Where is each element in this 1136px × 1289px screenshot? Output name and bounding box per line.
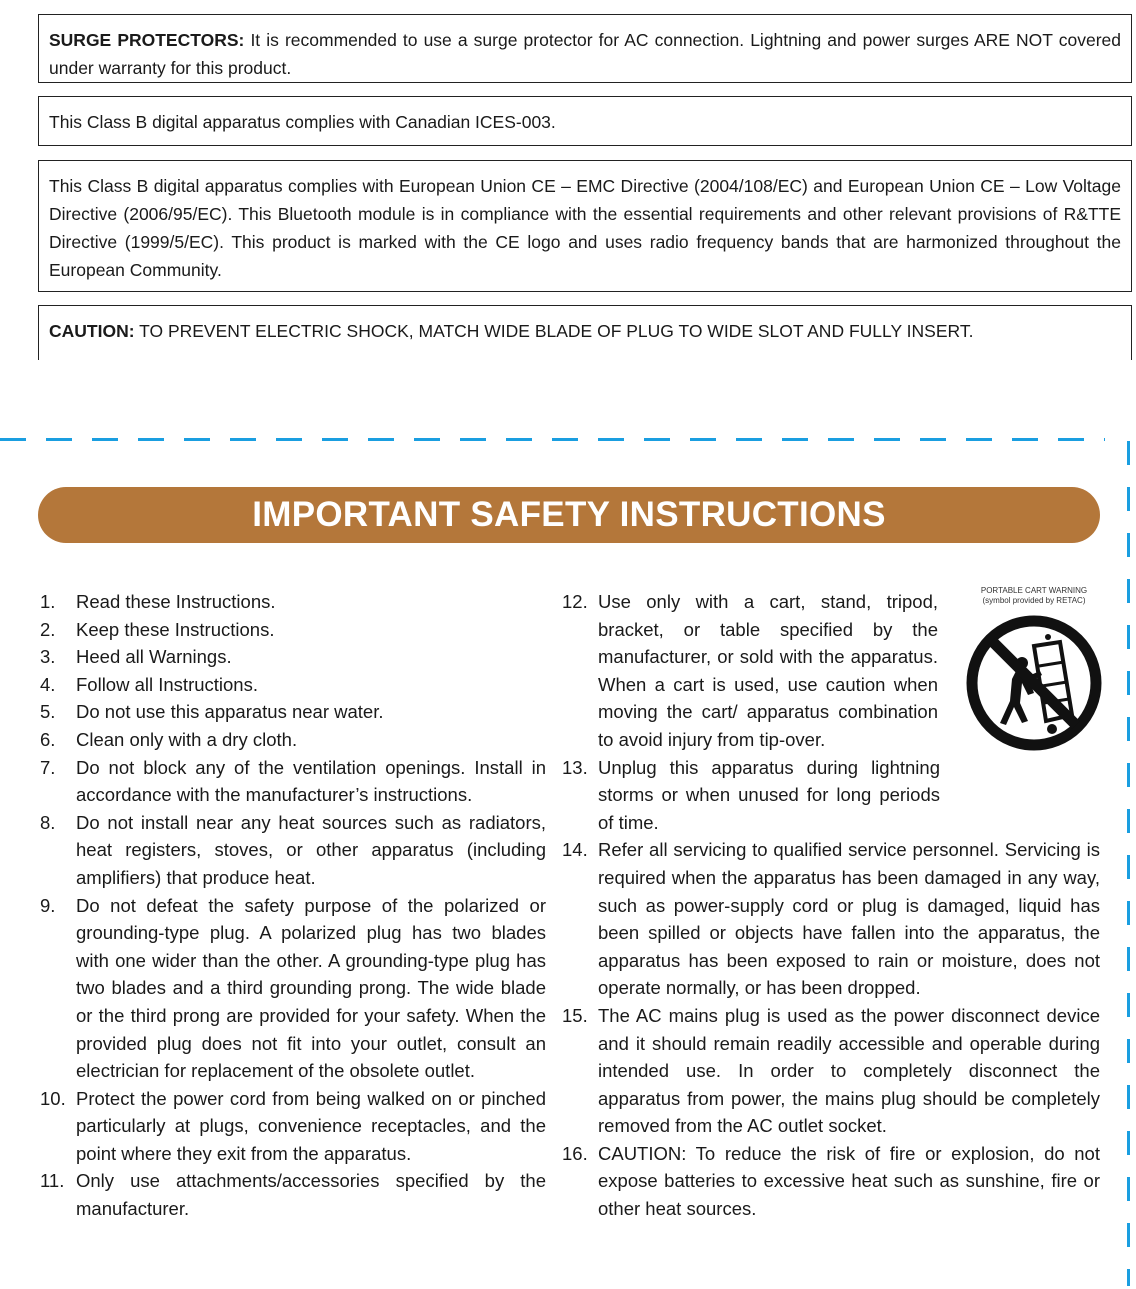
instruction-text: Unplug this apparatus during lightning storms or when unused for long periods of time. xyxy=(598,756,940,833)
caution-text: TO PREVENT ELECTRIC SHOCK, MATCH WIDE BLADE OF PLUG TO WIDE SLOT AND FULLY INSERT. xyxy=(134,321,974,341)
instruction-number: 3. xyxy=(40,646,56,668)
instruction-text: Follow all Instructions. xyxy=(76,673,258,695)
caution-label: CAUTION: xyxy=(49,321,135,341)
instruction-item xyxy=(40,616,546,644)
instruction-text: Protect the power cord from being walked on or pinched particularly at plugs, convenience receptacles, and the point where they exit from the apparatus. xyxy=(76,1087,546,1164)
canada-text: This Class B digital apparatus complies with Canadian ICES-003. xyxy=(49,112,556,132)
canada-notice xyxy=(38,96,1132,146)
instruction-item xyxy=(562,1002,1100,1140)
instruction-item xyxy=(40,809,546,892)
instruction-number: 7. xyxy=(40,756,56,778)
eu-notice xyxy=(38,160,1132,292)
instruction-number: 6. xyxy=(40,728,56,750)
instruction-number: 12. xyxy=(562,591,588,612)
surge-protector-notice xyxy=(38,14,1132,83)
instruction-number: 8. xyxy=(40,811,56,833)
instruction-text: Use only with a cart, stand, tripod, bracket, or table specified by the manufacturer, or sold with the apparatus. When a cart is used, use caution when moving the cart/ apparatus combination to avoid injury from tip-over. xyxy=(598,591,938,750)
instruction-number: 5. xyxy=(40,701,56,723)
instruction-item xyxy=(40,1167,546,1222)
instruction-number: 14. xyxy=(562,839,588,861)
instructions-left-column xyxy=(40,588,546,1223)
instruction-item xyxy=(40,588,546,616)
instruction-text: Heed all Warnings. xyxy=(76,646,232,668)
portable-cart-warning-icon xyxy=(964,611,1104,755)
instruction-item xyxy=(40,643,546,671)
instruction-item xyxy=(40,754,546,809)
cut-line-vertical xyxy=(1127,441,1130,1286)
eu-text: This Class B digital apparatus complies with European Union CE – EMC Directive (2004/108/EC) and European Union CE – Low Voltage Directive (2006/95/EC). This Bluetooth module is in compliance with the essential requirements and other relevant provisions of R&TTE Directive (1999/5/EC). This product is marked with the CE logo and uses radio frequency bands that are harmonized throughout the European Community. xyxy=(49,176,1121,280)
surge-text: It is recommended to use a surge protector for AC connection. Lightning and power surges ARE NOT covered under warranty for this product. xyxy=(49,30,1121,78)
instruction-number: 1. xyxy=(40,591,56,612)
caution-notice xyxy=(38,305,1132,360)
instruction-text: Clean only with a dry cloth. xyxy=(76,728,298,750)
instruction-text: Only use attachments/accessories specified by the manufacturer. xyxy=(76,1170,546,1220)
cart-warning-caption-line2: (symbol provided by RETAC) xyxy=(982,596,1086,605)
instruction-item xyxy=(40,726,546,754)
surge-label: SURGE PROTECTORS: xyxy=(49,30,245,50)
instruction-number: 2. xyxy=(40,618,56,640)
instruction-text: Keep these Instructions. xyxy=(76,618,275,640)
instruction-text: The AC mains plug is used as the power disconnect device and it should remain readily accessible and operable during intended use. In order to completely disconnect the apparatus from power, the mains plug should be completely removed from the AC outlet socket. xyxy=(598,1004,1100,1137)
instruction-number: 10. xyxy=(40,1087,66,1109)
instruction-item xyxy=(40,892,546,1085)
instruction-number: 11. xyxy=(40,1170,65,1192)
instruction-item xyxy=(562,836,1100,1002)
cut-line-horizontal xyxy=(0,438,1105,441)
safety-banner xyxy=(38,487,1100,543)
instruction-item xyxy=(40,671,546,699)
instruction-text: Do not install near any heat sources such as radiators, heat registers, stoves, or other apparatus (including amplifiers) that produce heat. xyxy=(76,811,546,888)
instruction-number: 9. xyxy=(40,894,56,916)
instruction-number: 16. xyxy=(562,1142,588,1164)
instruction-text: Read these Instructions. xyxy=(76,591,276,612)
instruction-item xyxy=(562,1140,1100,1223)
instruction-number: 13. xyxy=(562,756,588,778)
instruction-item xyxy=(562,754,1100,837)
instruction-number: 15. xyxy=(562,1004,588,1026)
instruction-text: Do not use this apparatus near water. xyxy=(76,701,384,723)
instruction-text: CAUTION: To reduce the risk of fire or explosion, do not expose batteries to excessive heat such as sunshine, fire or other heat sources. xyxy=(598,1142,1100,1220)
cart-warning-caption xyxy=(964,586,1104,606)
instruction-text: Do not block any of the ventilation openings. Install in accordance with the manufacturer’s instructions. xyxy=(76,756,546,806)
instruction-item xyxy=(40,1085,546,1168)
instruction-text: Do not defeat the safety purpose of the polarized or grounding-type plug. A polarized plug has two blades with one wider than the other. A grounding-type plug has two blades and a third grounding prong. The wide blade or the third prong are provided for your safety. When the provided plug does not fit into your outlet, consult an electrician for replacement of the obsolete outlet. xyxy=(76,894,546,1082)
cart-warning-caption-line1: PORTABLE CART WARNING xyxy=(980,586,1088,595)
instruction-number: 4. xyxy=(40,673,56,695)
banner-title: IMPORTANT SAFETY INSTRUCTIONS xyxy=(252,495,886,534)
instruction-text: Refer all servicing to qualified service personnel. Servicing is required when the apparatus has been damaged in any way, such as power-supply cord or plug is damaged, liquid has been spilled or objects have fallen into the apparatus, the apparatus has been exposed to rain or moisture, does not operate normally, or has been dropped. xyxy=(598,839,1100,999)
instruction-item xyxy=(40,698,546,726)
